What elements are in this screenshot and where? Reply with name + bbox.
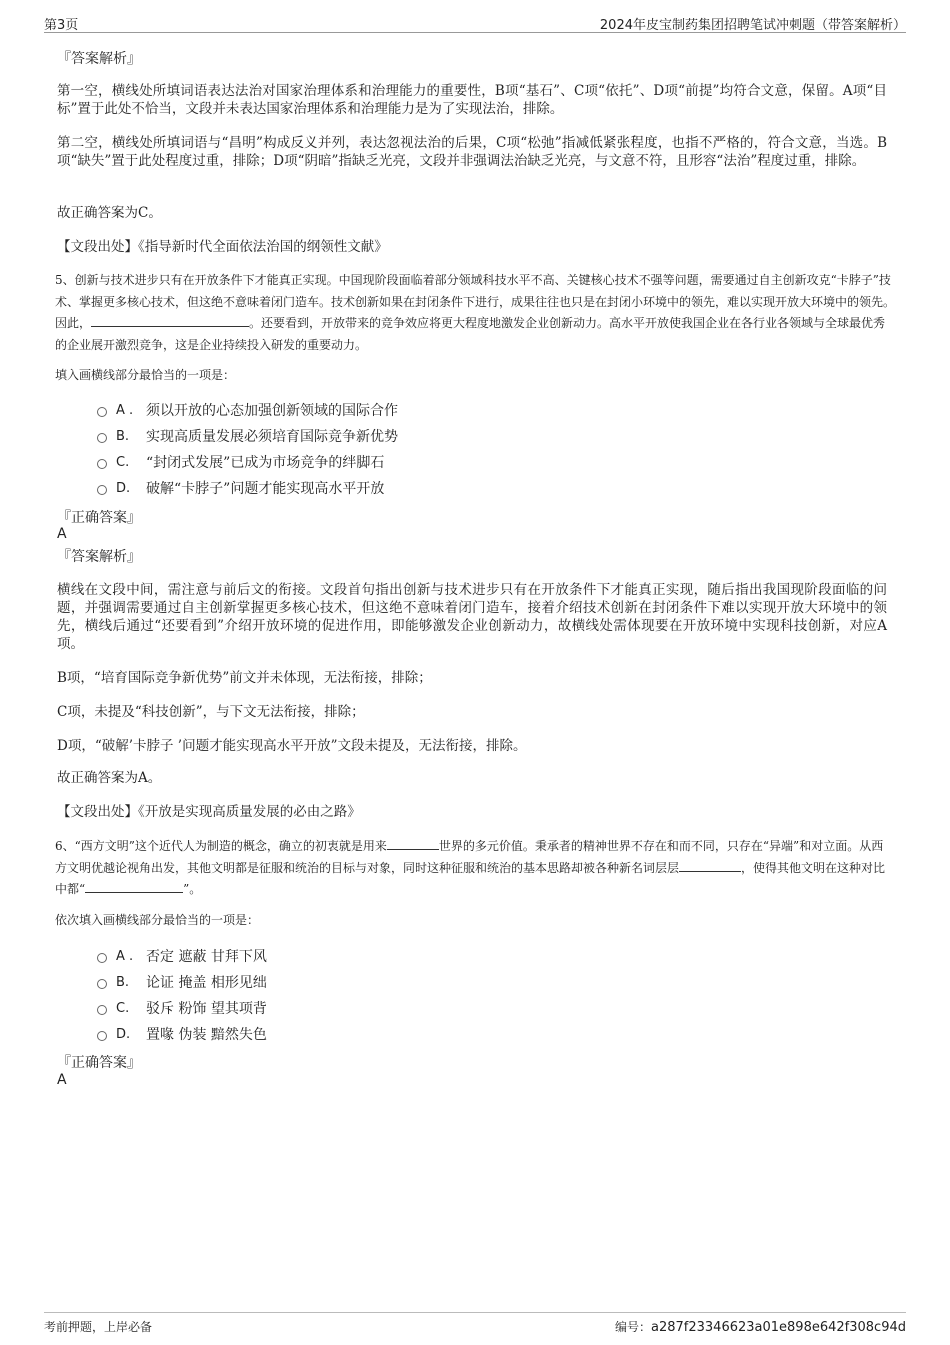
- analysis-paragraph: 第一空，横线处所填词语表达法治对国家治理体系和治理能力的重要性，B项“基石”、C项“依托”、D项“前提”均符合文意，保留。A项“目标”置于此处不恰当，文段并未表达国家治理体系和治理能力是为了实现法治，排除。: [57, 83, 887, 117]
- radio-icon[interactable]: [97, 433, 107, 443]
- question-prompt: 填入画横线部分最恰当的一项是：: [55, 368, 236, 382]
- radio-icon[interactable]: [97, 1031, 107, 1041]
- fill-blank: [679, 859, 741, 872]
- fill-blank: [85, 880, 183, 893]
- option-b[interactable]: B. 论证 掩盖 相形见绌: [97, 972, 267, 992]
- page-footer: [44, 1312, 906, 1335]
- option-a[interactable]: A . 否定 遮蔽 甘拜下风: [97, 946, 267, 966]
- answer-tag: 『正确答案』: [57, 1055, 141, 1071]
- analysis-tag: 『答案解析』: [57, 549, 141, 565]
- conclusion: 故正确答案为A。: [57, 770, 162, 786]
- document-title: 2024年皮宝制药集团招聘笔试冲刺题（带答案解析）: [599, 18, 906, 33]
- source: 【文段出处】《指导新时代全面依法治国的纲领性文献》: [57, 239, 388, 255]
- radio-icon[interactable]: [97, 953, 107, 963]
- analysis-paragraph: D项，“破解’卡脖子 ’问题才能实现高水平开放”文段未提及，无法衔接，排除。: [57, 738, 527, 754]
- correct-answer: A: [57, 526, 67, 542]
- option-d[interactable]: D. 置喙 伪装 黯然失色: [97, 1024, 267, 1044]
- page-number: 第3页: [44, 18, 79, 33]
- radio-icon[interactable]: [97, 1005, 107, 1015]
- option-c[interactable]: C. 驳斥 粉饰 望其项背: [97, 998, 267, 1018]
- fill-blank: [91, 314, 249, 327]
- document-id: 编号：a287f23346623a01e898e642f308c94d: [614, 1320, 906, 1335]
- radio-icon[interactable]: [97, 459, 107, 469]
- analysis-paragraph: B项，“培育国际竞争新优势”前文并未体现，无法衔接，排除；: [57, 670, 432, 686]
- analysis-paragraph: 横线在文段中间，需注意与前后文的衔接。文段首句指出创新与技术进步只有在开放条件下才能真正实现，随后指出我国现阶段面临的问题，并强调需要通过自主创新掌握更多核心技术，但这绝不意味着闭门造车，接着介绍技术创新在封闭条件下难以实现开放大环境中的领先，横线后通过“还要看到”介绍开放环境的促进作用，即能够激发企业创新动力，故横线处需体现要在开放环境中实现科技创新，对应A项。: [57, 582, 887, 652]
- footer-slogan: 考前押题，上岸必备: [44, 1320, 153, 1334]
- fill-blank: [387, 837, 439, 850]
- radio-icon[interactable]: [97, 979, 107, 989]
- radio-icon[interactable]: [97, 407, 107, 417]
- question-6-stem: 6、“西方文明”这个近代人为制造的概念，确立的初衷就是用来 世界的多元价值。秉承者的精神世界不存在和而不同，只存在“异端”和对立面。从西方文明优越论视角出发，其他文明都是征服和统治的目标与对象，同时这种征服和统治的基本思路却被各种新名词层层 ，使得其他文明在这种对比中都“ ”。: [55, 839, 886, 896]
- option-d[interactable]: D. 破解“卡脖子”问题才能实现高水平开放: [97, 478, 384, 498]
- radio-icon[interactable]: [97, 485, 107, 495]
- conclusion: 故正确答案为C。: [57, 205, 162, 221]
- source: 【文段出处】《开放是实现高质量发展的必由之路》: [57, 804, 361, 820]
- option-b[interactable]: B. 实现高质量发展必须培育国际竞争新优势: [97, 426, 398, 446]
- question-5-stem: 5、创新与技术进步只有在开放条件下才能真正实现。中国现阶段面临着部分领域科技水平不高、关键核心技术不强等问题，需要通过自主创新攻克“卡脖子”技术、掌握更多核心技术，但这绝不意味着闭门造车。技术创新如果在封闭条件下进行，成果往往也只是在封闭小环境中的领先，难以实现开放大环境中的领先。因此， 。还要看到，开放带来的竞争效应将更大程度地激发企业创新动力。高水平开放使我国企业在各行业各领域与全球最优秀的企业展开激烈竞争，这是企业持续投入研发的重要动力。: [55, 273, 896, 352]
- question-prompt: 依次填入画横线部分最恰当的一项是：: [55, 913, 260, 927]
- answer-tag: 『正确答案』: [57, 510, 141, 526]
- correct-answer: A: [57, 1072, 67, 1088]
- option-c[interactable]: C. “封闭式发展”已成为市场竞争的绊脚石: [97, 452, 384, 472]
- analysis-tag: 『答案解析』: [57, 51, 141, 67]
- analysis-paragraph: C项，未提及“科技创新”，与下文无法衔接，排除；: [57, 704, 365, 720]
- analysis-paragraph: 第二空，横线处所填词语与“昌明”构成反义并列，表达忽视法治的后果，C项“松弛”指减低紧张程度，也指不严格的，符合文意，当选。B项“缺失”置于此处程度过重，排除；D项“阴暗”指缺乏光亮，文段并非强调法治缺乏光亮，与文意不符，且形容“法治”程度过重，排除。: [57, 135, 887, 169]
- page-header: [44, 0, 906, 33]
- option-a[interactable]: A . 须以开放的心态加强创新领域的国际合作: [97, 400, 398, 420]
